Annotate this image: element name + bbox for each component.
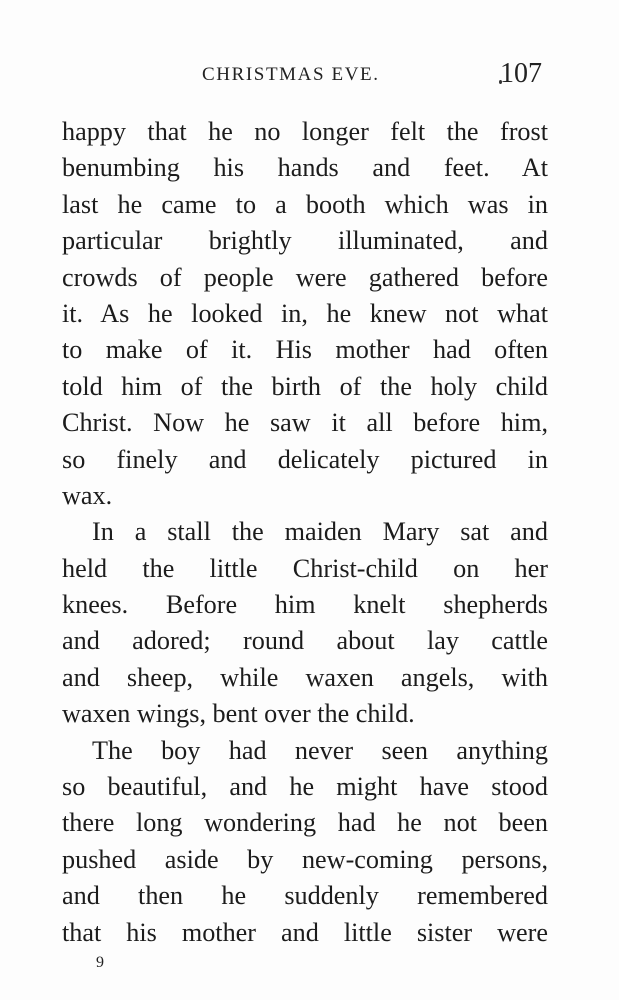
text-line: pushed aside by new-coming persons, — [62, 844, 548, 874]
text-line: crowds of people were gathered before — [62, 262, 548, 292]
text-line: In a stall the maiden Mary sat and — [92, 517, 548, 547]
text-line: and adored; round about lay cattle — [62, 626, 548, 656]
text-line: that his mother and little sister were — [62, 917, 548, 947]
text-line: happy that he no longer felt the frost — [62, 117, 548, 146]
text-line: benumbing his hands and feet. At — [62, 153, 548, 183]
page-number: 107 — [500, 58, 542, 89]
text-line: and sheep, while waxen angels, with — [62, 662, 548, 692]
signature-mark: 9 — [96, 954, 104, 971]
running-head: CHRISTMAS EVE. — [202, 64, 380, 85]
text-line: so beautiful, and he might have stood — [62, 772, 548, 802]
text-line: told him of the birth of the holy child — [62, 371, 548, 401]
text-line: and then he suddenly remembered — [62, 881, 548, 911]
page-header — [62, 58, 548, 98]
text-line: it. As he looked in, he knew not what — [62, 298, 548, 328]
text-line: there long wondering had he not been — [62, 808, 548, 838]
text-line: knees. Before him knelt shepherds — [62, 590, 548, 620]
text-line: The boy had never seen anything — [92, 735, 548, 765]
text-line: wax. — [62, 480, 113, 510]
text-line: waxen wings, bent over the child. — [62, 699, 415, 729]
text-line: particular brightly illuminated, and — [62, 226, 548, 256]
text-line: to make of it. His mother had often — [62, 335, 548, 365]
body-text — [62, 114, 548, 951]
text-line: Christ. Now he saw it all before him, — [62, 408, 548, 438]
text-line: so finely and delicately pictured in — [62, 444, 548, 474]
text-line: last he came to a booth which was in — [62, 189, 548, 219]
text-line: held the little Christ-child on her — [62, 553, 548, 583]
